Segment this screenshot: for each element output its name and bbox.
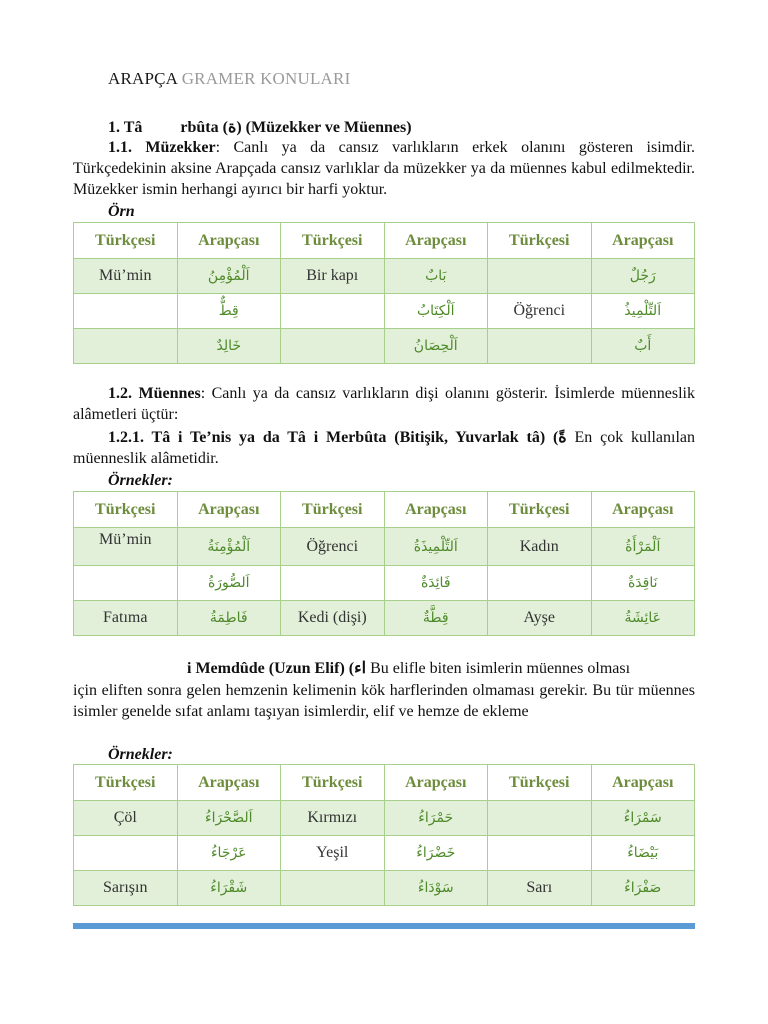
- turkish-cell: [281, 294, 385, 329]
- section-1-heading: [108, 117, 412, 138]
- table-row: [74, 528, 695, 566]
- elif-memdude-lead: Bu elifle biten isimlerin müennes olması: [370, 660, 631, 677]
- turkish-cell: Bir kapı: [281, 259, 385, 294]
- arabic-cell: قِطٌّ: [177, 294, 281, 329]
- ta-merbuta-paragraph: [73, 427, 695, 469]
- column-header: Türkçesi: [281, 492, 385, 528]
- arabic-cell: فَائِدَةٌ: [384, 566, 488, 601]
- turkish-cell: [74, 329, 178, 364]
- table-header-row: [74, 765, 695, 801]
- turkish-cell: Kadın: [488, 528, 592, 566]
- column-header: Arapçası: [384, 492, 488, 528]
- turkish-cell: [281, 329, 385, 364]
- ta-merbuta-table: [73, 491, 695, 636]
- turkish-cell: Sarışın: [74, 871, 178, 906]
- elif-memdude-heading: [187, 658, 695, 679]
- column-header: Türkçesi: [74, 492, 178, 528]
- muennes-paragraph: [73, 383, 695, 425]
- table-row: [74, 871, 695, 906]
- column-header: Türkçesi: [488, 492, 592, 528]
- column-header: Türkçesi: [74, 765, 178, 801]
- arabic-cell: عَائِشَةُ: [591, 601, 695, 636]
- arabic-cell: حَمْرَاءُ: [384, 801, 488, 836]
- elif-memdude-table: [73, 764, 695, 906]
- turkish-cell: Kedi (dişi): [281, 601, 385, 636]
- turkish-cell: [74, 836, 178, 871]
- column-header: Türkçesi: [281, 765, 385, 801]
- turkish-cell: Ayşe: [488, 601, 592, 636]
- arabic-cell: بَيْضَاءُ: [591, 836, 695, 871]
- title-light: GRAMER KONULARI: [181, 69, 351, 88]
- column-header: Türkçesi: [488, 223, 592, 259]
- examples-label-3: Örnekler:: [108, 746, 173, 763]
- turkish-cell: [488, 836, 592, 871]
- table-row: [74, 566, 695, 601]
- column-header: Arapçası: [591, 223, 695, 259]
- column-header: Türkçesi: [281, 223, 385, 259]
- elif-memdude-title: i Memdûde (Uzun Elif) (اء: [187, 660, 367, 677]
- heading-part-b: rbûta (ة) (Müzekker ve Müennes): [180, 119, 412, 136]
- arabic-cell: خَضْرَاءُ: [384, 836, 488, 871]
- column-header: Arapçası: [384, 765, 488, 801]
- turkish-cell: Çöl: [74, 801, 178, 836]
- turkish-cell: Kırmızı: [281, 801, 385, 836]
- turkish-cell: Mü’min: [74, 259, 178, 294]
- turkish-cell: Sarı: [488, 871, 592, 906]
- arabic-cell: اَلصُّورَةُ: [177, 566, 281, 601]
- turkish-cell: [488, 329, 592, 364]
- muzekker-paragraph: [73, 137, 695, 200]
- arabic-cell: اَلْمُؤْمِنَةُ: [177, 528, 281, 566]
- column-header: Arapçası: [591, 765, 695, 801]
- turkish-cell: [281, 566, 385, 601]
- arabic-cell: صَفْرَاءُ: [591, 871, 695, 906]
- arabic-cell: اَلْمُؤْمِنُ: [177, 259, 281, 294]
- muzekker-definition: : Canlı ya da cansız varlıkların erkek olanını gösteren isimdir. Türkçedekinin aksine Arapçada cansız varlıklar da müzekker ya da müennes kabul edilmektedir. Müzekker ismin herhangi ayırıcı bir harfi yoktur.: [73, 139, 696, 198]
- table-row: [74, 836, 695, 871]
- turkish-cell: [488, 801, 592, 836]
- turkish-cell: Öğrenci: [281, 528, 385, 566]
- arabic-cell: أَبٌ: [591, 329, 695, 364]
- table-header-row: [74, 492, 695, 528]
- arabic-cell: اَلتِّلْمِيذَةُ: [384, 528, 488, 566]
- turkish-cell: [488, 566, 592, 601]
- column-header: Türkçesi: [488, 765, 592, 801]
- arabic-cell: قِطَّةٌ: [384, 601, 488, 636]
- turkish-cell: Fatıma: [74, 601, 178, 636]
- muzekker-term: 1.1. Müzekker: [108, 139, 216, 156]
- arabic-cell: عَرْجَاءُ: [177, 836, 281, 871]
- arabic-cell: رَجُلٌ: [591, 259, 695, 294]
- turkish-cell: Mü’min: [74, 528, 178, 566]
- arabic-cell: فَاطِمَةُ: [177, 601, 281, 636]
- arabic-cell: بَابٌ: [384, 259, 488, 294]
- column-header: Arapçası: [177, 765, 281, 801]
- column-header: Türkçesi: [74, 223, 178, 259]
- arabic-cell: خَالِدٌ: [177, 329, 281, 364]
- arabic-cell: اَلْكِتَابُ: [384, 294, 488, 329]
- arabic-cell: سَمْرَاءُ: [591, 801, 695, 836]
- table-row: [74, 294, 695, 329]
- title-dark: ARAPÇA: [108, 69, 178, 88]
- turkish-cell: [74, 294, 178, 329]
- arabic-cell: اَلتِّلْمِيذُ: [591, 294, 695, 329]
- column-header: Arapçası: [384, 223, 488, 259]
- examples-label-2: Örnekler:: [108, 472, 173, 489]
- table-row: [74, 601, 695, 636]
- muennes-definition: : Canlı ya da cansız varlıkların dişi olanını gösterir. İsimlerde müenneslik alâmetleri üçtür:: [73, 385, 695, 423]
- document-title: [108, 69, 350, 89]
- heading-part-a: 1. Tâ: [108, 119, 143, 136]
- ta-merbuta-text: En çok kullanılan müenneslik alâmetidir.: [73, 429, 696, 467]
- table-row: [74, 801, 695, 836]
- turkish-cell: Öğrenci: [488, 294, 592, 329]
- turkish-cell: Yeşil: [281, 836, 385, 871]
- muzekker-table: [73, 222, 695, 364]
- arabic-cell: شَقْرَاءُ: [177, 871, 281, 906]
- turkish-cell: [281, 871, 385, 906]
- muennes-term: 1.2. Müennes: [108, 385, 201, 402]
- table-row: [74, 329, 695, 364]
- column-header: Arapçası: [591, 492, 695, 528]
- examples-label-1: Örn: [108, 203, 135, 220]
- turkish-cell: [488, 259, 592, 294]
- column-header: Arapçası: [177, 492, 281, 528]
- arabic-cell: اَلصَّحْرَاءُ: [177, 801, 281, 836]
- ta-merbuta-heading: 1.2.1. Tâ i Te’nis ya da Tâ i Merbûta (Bitişik, Yuvarlak tâ) (ةً: [108, 429, 567, 446]
- elif-memdude-paragraph: için eliften sonra gelen hemzenin kelimenin kök harflerinden olmaması gerekir. Bu tür müennes isimler genelde sıfat anlamı taşıyan isimlerdir, elif ve hemze de ekleme: [73, 682, 695, 720]
- turkish-cell: [74, 566, 178, 601]
- table-header-row: [74, 223, 695, 259]
- arabic-cell: اَلْمَرْأَةُ: [591, 528, 695, 566]
- arabic-cell: سَوْدَاءُ: [384, 871, 488, 906]
- table-row: [74, 259, 695, 294]
- arabic-cell: نَاقِدَةٌ: [591, 566, 695, 601]
- column-header: Arapçası: [177, 223, 281, 259]
- arabic-cell: اَلْحِصَانُ: [384, 329, 488, 364]
- footer-bar: [73, 923, 695, 929]
